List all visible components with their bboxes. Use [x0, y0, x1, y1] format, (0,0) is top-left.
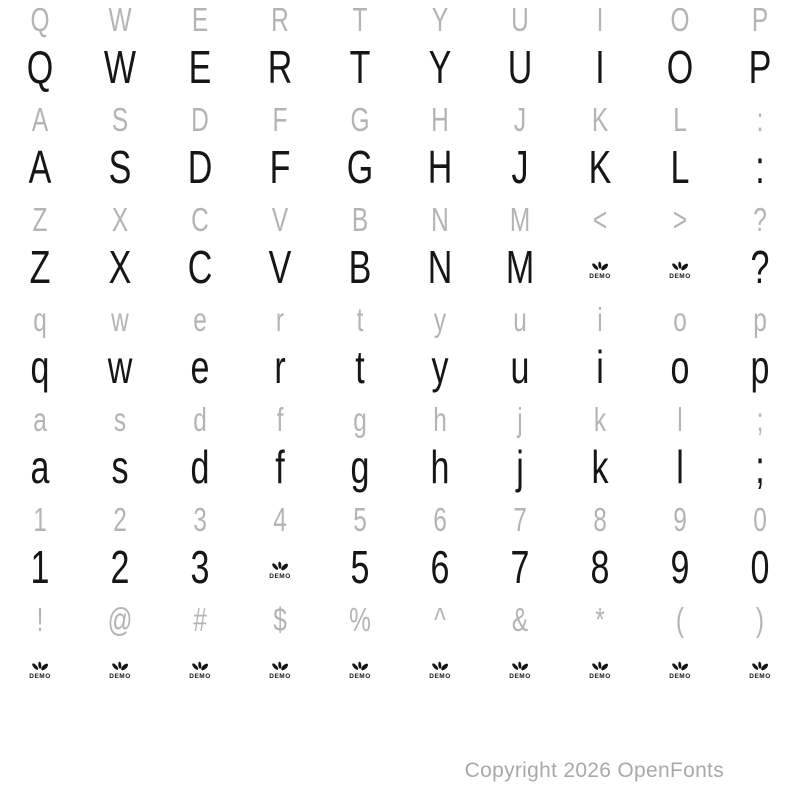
glyph-cell: r [275, 301, 285, 338]
glyph-cell: W [108, 1, 132, 38]
glyph-cell: X [111, 201, 129, 238]
glyph-cell: M [509, 201, 531, 238]
glyph-cell: 9 [670, 541, 690, 593]
demo-glyph-label: DEMO [429, 672, 451, 680]
glyph-cell: 6 [433, 501, 447, 538]
demo-glyph [640, 240, 720, 300]
demo-glyph [0, 640, 80, 700]
glyph-cell: U [507, 41, 533, 93]
glyph-cell: J [513, 101, 527, 138]
glyph-cell: P [751, 1, 769, 38]
glyph-cell: d [193, 401, 207, 438]
glyph-cell: 3 [190, 541, 210, 593]
demo-ornament-icon [110, 660, 130, 673]
glyph-cell: J [511, 141, 529, 193]
glyph-cell: 0 [750, 541, 770, 593]
demo-glyph-label: DEMO [349, 672, 371, 680]
demo-glyph [160, 640, 240, 700]
glyph-cell: G [346, 141, 374, 193]
glyph-row-12 [0, 540, 800, 600]
demo-glyph [240, 540, 320, 600]
glyph-cell: 2 [113, 501, 127, 538]
demo-glyph-label: DEMO [189, 672, 211, 680]
glyph-cell: w [111, 301, 129, 338]
glyph-cell: T [349, 41, 371, 93]
glyph-cell: P [748, 41, 772, 93]
glyph-cell: o [670, 341, 690, 393]
glyph-cell: & [511, 601, 529, 638]
glyph-cell: M [505, 241, 535, 293]
glyph-cell: 1 [30, 541, 50, 593]
glyph-cell: 8 [590, 541, 610, 593]
glyph-cell: R [267, 41, 293, 93]
demo-glyph-label: DEMO [509, 672, 531, 680]
demo-ornament-icon [510, 660, 530, 673]
glyph-cell: 4 [273, 501, 287, 538]
glyph-cell: Y [431, 1, 449, 38]
glyph-cell: h [430, 441, 450, 493]
demo-ornament-icon [670, 660, 690, 673]
glyph-cell: H [431, 101, 449, 138]
glyph-cell: y [433, 301, 447, 338]
glyph-cell: B [348, 241, 372, 293]
glyph-cell: B [351, 201, 369, 238]
glyph-cell: E [188, 41, 212, 93]
glyph-cell: 3 [193, 501, 207, 538]
glyph-cell: * [595, 601, 605, 638]
demo-glyph-label: DEMO [29, 672, 51, 680]
glyph-row-5 [0, 200, 800, 240]
glyph-cell: d [190, 441, 210, 493]
glyph-cell: y [431, 341, 449, 393]
glyph-cell: k [591, 441, 609, 493]
glyph-cell: K [591, 101, 609, 138]
demo-glyph [400, 640, 480, 700]
demo-glyph [480, 640, 560, 700]
glyph-cell: s [111, 441, 129, 493]
demo-glyph-label: DEMO [669, 272, 691, 280]
demo-glyph-label: DEMO [269, 672, 291, 680]
demo-glyph [560, 240, 640, 300]
demo-ornament-icon [350, 660, 370, 673]
glyph-cell: 2 [110, 541, 130, 593]
glyph-cell: u [510, 341, 530, 393]
glyph-cell: T [352, 1, 368, 38]
glyph-cell: : [755, 141, 765, 193]
glyph-cell: a [33, 401, 47, 438]
glyph-cell: E [191, 1, 209, 38]
glyph-cell: Q [26, 41, 54, 93]
glyph-cell: D [191, 101, 209, 138]
glyph-cell: 6 [430, 541, 450, 593]
glyph-cell: L [673, 101, 687, 138]
glyph-cell: H [427, 141, 453, 193]
glyph-cell: A [31, 101, 49, 138]
glyph-cell: u [513, 301, 527, 338]
glyph-row-14 [0, 640, 800, 700]
demo-glyph-label: DEMO [269, 572, 291, 580]
demo-glyph-label: DEMO [669, 672, 691, 680]
glyph-cell: Z [29, 241, 51, 293]
demo-ornament-icon [750, 660, 770, 673]
glyph-row-3 [0, 100, 800, 140]
demo-ornament-icon [30, 660, 50, 673]
glyph-cell: 7 [510, 541, 530, 593]
glyph-cell: I [595, 41, 605, 93]
glyph-cell: r [274, 341, 286, 393]
glyph-cell: G [350, 101, 370, 138]
demo-glyph [240, 640, 320, 700]
glyph-cell: A [28, 141, 52, 193]
glyph-cell: V [271, 201, 289, 238]
glyph-cell: ^ [434, 601, 446, 638]
glyph-cell: W [103, 41, 137, 93]
glyph-cell: D [187, 141, 213, 193]
glyph-cell: O [670, 1, 690, 38]
glyph-cell: # [193, 601, 207, 638]
glyph-cell: C [187, 241, 213, 293]
glyph-cell: ( [675, 601, 685, 638]
glyph-cell: f [276, 401, 284, 438]
demo-ornament-icon [590, 660, 610, 673]
demo-ornament-icon [190, 660, 210, 673]
glyph-cell: C [191, 201, 209, 238]
glyph-cell: 7 [513, 501, 527, 538]
glyph-cell: e [190, 341, 210, 393]
glyph-cell: t [356, 301, 364, 338]
glyph-cell: L [670, 141, 690, 193]
glyph-cell: ; [755, 441, 765, 493]
demo-ornament-icon [270, 660, 290, 673]
glyph-row-2 [0, 40, 800, 100]
glyph-row-13 [0, 600, 800, 640]
glyph-cell: N [427, 241, 453, 293]
glyph-cell: $ [273, 601, 287, 638]
glyph-cell: ? [750, 241, 770, 293]
glyph-cell: Y [428, 41, 452, 93]
glyph-cell: i [597, 301, 603, 338]
demo-glyph [560, 640, 640, 700]
glyph-cell: s [113, 401, 127, 438]
glyph-cell: F [272, 101, 288, 138]
glyph-cell: k [593, 401, 607, 438]
glyph-cell: l [677, 401, 683, 438]
glyph-cell: g [353, 401, 367, 438]
glyph-cell: g [350, 441, 370, 493]
demo-glyph-label: DEMO [589, 672, 611, 680]
demo-glyph-label: DEMO [109, 672, 131, 680]
demo-glyph [720, 640, 800, 700]
glyph-cell: o [673, 301, 687, 338]
glyph-cell: ) [755, 601, 765, 638]
glyph-cell: f [275, 441, 285, 493]
glyph-cell: q [33, 301, 47, 338]
glyph-cell: a [30, 441, 50, 493]
glyph-row-1 [0, 0, 800, 40]
glyph-cell: I [596, 1, 604, 38]
glyph-cell: w [107, 341, 133, 393]
glyph-cell: > [672, 201, 688, 238]
demo-glyph [640, 640, 720, 700]
demo-glyph-label: DEMO [749, 672, 771, 680]
demo-glyph [80, 640, 160, 700]
glyph-cell: 5 [353, 501, 367, 538]
glyph-cell: i [596, 341, 604, 393]
glyph-cell: Q [30, 1, 50, 38]
glyph-cell: l [676, 441, 684, 493]
glyph-cell: h [433, 401, 447, 438]
glyph-row-4 [0, 140, 800, 200]
glyph-cell: O [666, 41, 694, 93]
glyph-cell: ! [36, 601, 44, 638]
glyph-row-8 [0, 340, 800, 400]
glyph-cell: 5 [350, 541, 370, 593]
glyph-cell: ? [753, 201, 767, 238]
glyph-cell: j [516, 441, 524, 493]
glyph-cell: 1 [33, 501, 47, 538]
glyph-cell: S [108, 141, 132, 193]
glyph-cell: @ [107, 601, 133, 638]
glyph-cell: ; [756, 401, 764, 438]
glyph-cell: X [108, 241, 132, 293]
copyright-text: Copyright 2026 OpenFonts [464, 759, 724, 782]
glyph-cell: N [431, 201, 449, 238]
demo-glyph-label: DEMO [589, 272, 611, 280]
glyph-cell: 8 [593, 501, 607, 538]
glyph-row-6 [0, 240, 800, 300]
glyph-cell: V [268, 241, 292, 293]
glyph-cell: p [750, 341, 770, 393]
glyph-cell: Z [32, 201, 48, 238]
demo-ornament-icon [590, 260, 610, 273]
glyph-row-7 [0, 300, 800, 340]
glyph-cell: < [592, 201, 608, 238]
glyph-cell: t [355, 341, 365, 393]
glyph-cell: % [349, 601, 371, 638]
demo-ornament-icon [670, 260, 690, 273]
glyph-cell: q [30, 341, 50, 393]
glyph-cell: : [756, 101, 764, 138]
glyph-cell: j [517, 401, 523, 438]
glyph-row-10 [0, 440, 800, 500]
glyph-row-11 [0, 500, 800, 540]
glyph-cell: e [193, 301, 207, 338]
glyph-cell: S [111, 101, 129, 138]
glyph-cell: R [271, 1, 289, 38]
glyph-cell: K [588, 141, 612, 193]
glyph-cell: 0 [753, 501, 767, 538]
glyph-row-9 [0, 400, 800, 440]
demo-glyph [320, 640, 400, 700]
glyph-cell: U [511, 1, 529, 38]
demo-ornament-icon [270, 560, 290, 573]
demo-ornament-icon [430, 660, 450, 673]
glyph-cell: p [753, 301, 767, 338]
glyph-cell: 9 [673, 501, 687, 538]
glyph-cell: F [269, 141, 291, 193]
